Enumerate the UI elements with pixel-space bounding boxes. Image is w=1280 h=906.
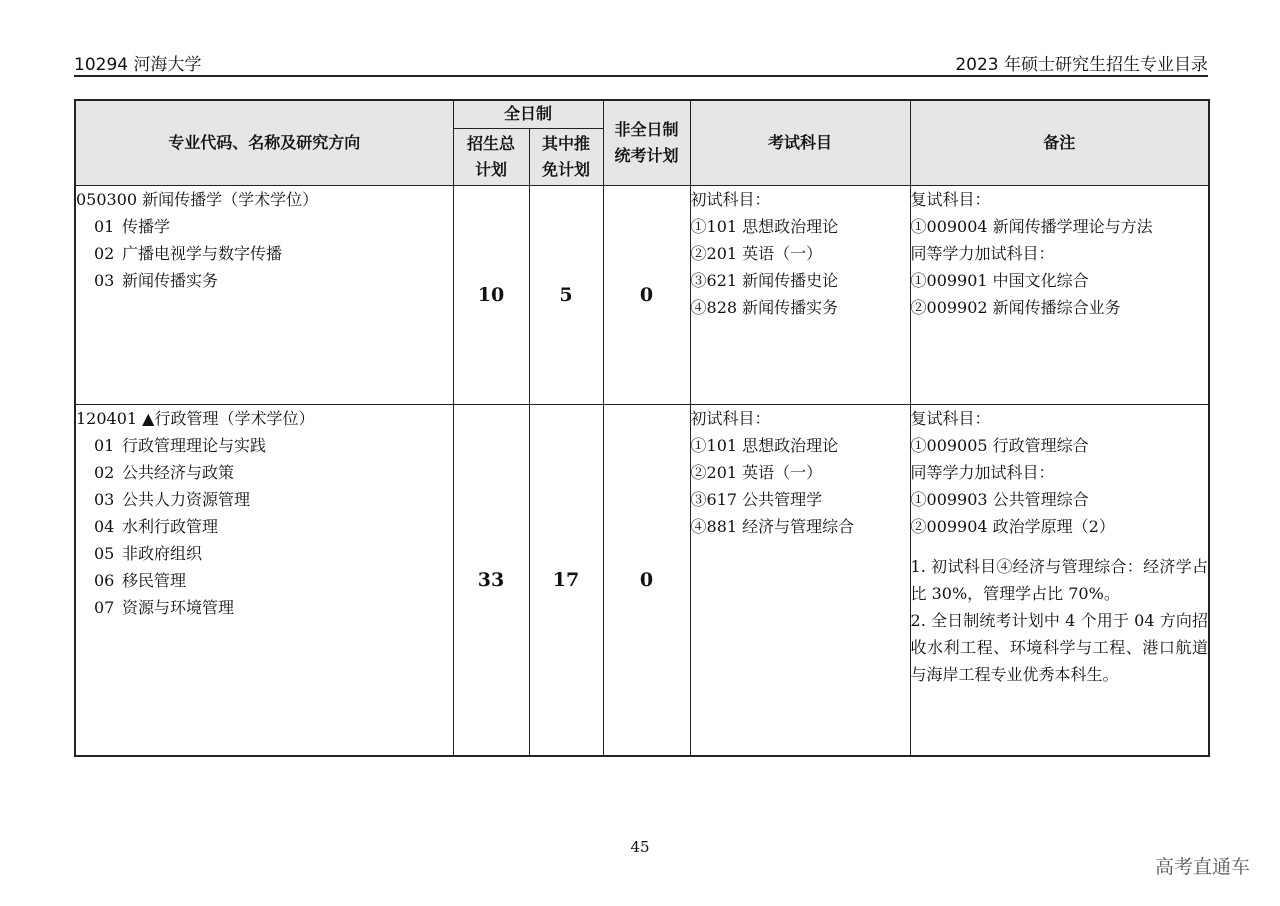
notes-block [911, 553, 1209, 688]
header-parttime [603, 100, 690, 185]
header-total-plan [453, 128, 529, 185]
university-label: 10294 河海大学 [74, 55, 202, 75]
direction-item: 03 新闻传播实务 [94, 270, 219, 290]
table-row [75, 404, 1209, 756]
exam-item: ①101 思想政治理论 [690, 216, 839, 236]
note-item: 2. 全日制统考计划中 4 个用于 04 方向招收水利工程、环境科学与工程、港口航道与海岸工程专业优秀本科生。 [910, 610, 1209, 684]
major-title: 120401 ▲行政管理（学术学位） [76, 408, 315, 428]
page-header [74, 48, 1208, 77]
direction-item: 02 公共经济与政策 [94, 462, 235, 482]
retest-heading: 复试科目： [910, 408, 991, 428]
direction-item: 02 广播电视学与数字传播 [94, 243, 283, 263]
direction-item: 07 资源与环境管理 [94, 597, 235, 617]
watermark-text: 高考直通车 [1154, 856, 1250, 878]
catalog-title: 2023 年硕士研究生招生专业目录 [955, 55, 1208, 75]
extra-heading: 同等学力加试科目： [910, 462, 1055, 482]
extra-heading: 同等学力加试科目： [910, 243, 1055, 263]
notes-cell [910, 404, 1209, 756]
major-cell [75, 404, 453, 756]
retest-item: ①009005 行政管理综合 [910, 435, 1089, 455]
direction-item: 03 公共人力资源管理 [94, 489, 251, 509]
recommend-plan-value: 17 [529, 404, 603, 756]
direction-item: 01 行政管理理论与实践 [94, 435, 267, 455]
exam-item: ③621 新闻传播史论 [690, 270, 839, 290]
extra-item: ②009902 新闻传播综合业务 [910, 297, 1121, 317]
parttime-plan-value: 0 [603, 185, 690, 404]
header-parttime-line1: 非全日制 [614, 119, 679, 139]
header-notes: 备注 [910, 100, 1209, 185]
extra-item: ①009903 公共管理综合 [910, 489, 1089, 509]
retest-heading: 复试科目： [910, 189, 991, 209]
header-fulltime: 全日制 [453, 100, 603, 128]
exam-item: ③617 公共管理学 [690, 489, 823, 509]
exam-item: ④828 新闻传播实务 [690, 297, 839, 317]
notes-cell [910, 185, 1209, 404]
header-recommend-line1: 其中推 [542, 133, 591, 153]
major-cell [75, 185, 453, 404]
program-table [74, 99, 1210, 757]
exam-item: ②201 英语（一） [690, 243, 823, 263]
exam-heading: 初试科目： [690, 189, 771, 209]
header-recommend-line2: 免计划 [542, 159, 591, 179]
direction-item: 04 水利行政管理 [94, 516, 219, 536]
retest-item: ①009004 新闻传播学理论与方法 [910, 216, 1153, 236]
exam-cell [690, 404, 910, 756]
parttime-plan-value: 0 [603, 404, 690, 756]
major-title: 050300 新闻传播学（学术学位） [76, 189, 319, 209]
recommend-plan-value: 5 [529, 185, 603, 404]
header-parttime-line2: 统考计划 [614, 145, 679, 165]
table-row [75, 185, 1209, 404]
total-plan-value: 33 [453, 404, 529, 756]
total-plan-value: 10 [453, 185, 529, 404]
exam-cell [690, 185, 910, 404]
header-total-line2: 计划 [474, 159, 507, 179]
exam-item: ④881 经济与管理综合 [690, 516, 855, 536]
exam-heading: 初试科目： [690, 408, 771, 428]
note-item: 1. 初试科目④经济与管理综合：经济学占比 30%，管理学占比 70%。 [910, 556, 1209, 603]
header-recommend-plan [529, 128, 603, 185]
extra-item: ②009904 政治学原理（2） [910, 516, 1115, 536]
extra-item: ①009901 中国文化综合 [910, 270, 1089, 290]
exam-item: ①101 思想政治理论 [690, 435, 839, 455]
direction-item: 05 非政府组织 [94, 543, 203, 563]
header-major: 专业代码、名称及研究方向 [75, 100, 453, 185]
direction-item: 01 传播学 [94, 216, 171, 236]
header-exam: 考试科目 [690, 100, 910, 185]
exam-item: ②201 英语（一） [690, 462, 823, 482]
direction-item: 06 移民管理 [94, 570, 187, 590]
page-number: 45 [630, 838, 650, 856]
header-total-line1: 招生总 [466, 133, 515, 153]
